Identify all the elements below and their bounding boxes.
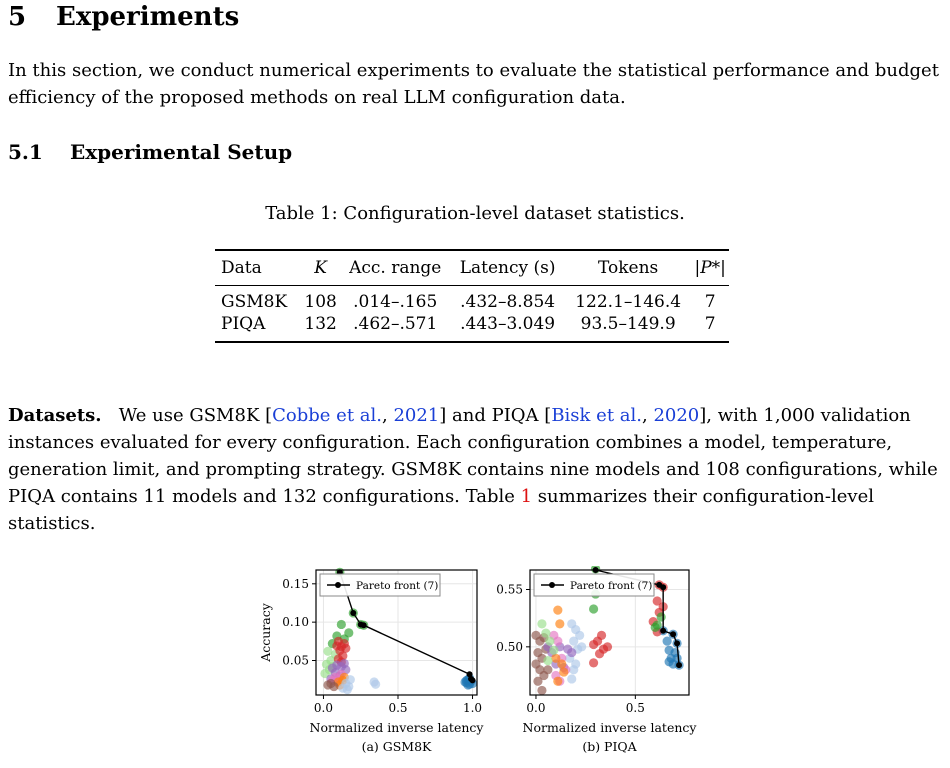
y-tick-label: 0.50 [496, 639, 523, 654]
subcaption: (b) PIQA [582, 739, 637, 754]
citation-bisk-author[interactable]: Bisk et al. [551, 405, 642, 426]
data-point [543, 656, 552, 665]
cell-latency: .432–8.854 [460, 292, 556, 312]
stats-table [215, 249, 729, 343]
chart-piqa [496, 566, 697, 754]
data-point [557, 659, 566, 668]
data-point [341, 644, 350, 653]
legend-marker [335, 582, 341, 588]
data-point [589, 658, 598, 667]
data-point [665, 657, 674, 666]
data-point [569, 665, 578, 674]
data-point [340, 659, 349, 668]
figure-gsm8k-piqa [0, 566, 950, 766]
header-tokens: Tokens [565, 250, 692, 286]
subsection-number: 5.1 [8, 140, 43, 164]
data-point [553, 677, 562, 686]
subcaption: (a) GSM8K [361, 739, 432, 754]
y-axis-label: Accuracy [258, 603, 273, 662]
data-point [346, 675, 355, 684]
table-caption: Table 1: Configuration-level dataset statistics. [265, 203, 685, 224]
subsection-title: Experimental Setup [70, 140, 293, 164]
chart-gsm8k [258, 568, 484, 754]
pareto-point [470, 677, 476, 683]
section-title: Experiments [56, 2, 240, 32]
y-tick-label: 0.55 [496, 582, 523, 597]
x-tick-label: 1.0 [462, 701, 483, 715]
header-latency: Latency (s) [450, 250, 565, 286]
pareto-point [350, 610, 356, 616]
citation-bisk-year[interactable]: 2020 [653, 405, 700, 426]
data-point [575, 631, 584, 640]
table-row [215, 286, 729, 314]
data-point [555, 619, 564, 628]
data-point [663, 637, 672, 646]
legend-marker [549, 582, 555, 588]
data-point [553, 637, 562, 646]
data-point [597, 631, 606, 640]
intro-paragraph: In this section, we conduct numerical experiments to evaluate the statistical performance and budget efficiency of the proposed methods on real LLM configuration data. [8, 60, 939, 108]
text-run: ] and PIQA [ [439, 405, 552, 426]
text-run: We use GSM8K [ [118, 405, 273, 426]
pareto-point [660, 628, 666, 634]
data-point [549, 646, 558, 655]
header-data: Data [215, 250, 301, 286]
data-point [589, 640, 598, 649]
cell-data: GSM8K [221, 292, 288, 312]
data-point [651, 623, 660, 632]
data-point [577, 642, 586, 651]
cell-tokens: 93.5–149.9 [580, 314, 676, 334]
pareto-point [676, 662, 682, 668]
data-point [559, 667, 568, 676]
datasets-lead: Datasets. [8, 405, 102, 426]
data-point [338, 683, 347, 692]
text-run: ], with 1,000 validation instances evaluated for every configuration. Each configuration combines a model, temperature, generation limit, and prompting strategy. GSM8K contains nine models and 108 configurations, while PIQA contains 11 models and 132 configurations. Table [8, 405, 938, 507]
data-point [543, 665, 552, 674]
data-point [657, 612, 666, 621]
y-tick-label: 0.05 [282, 653, 309, 668]
data-point [537, 619, 546, 628]
header-k: K [301, 250, 340, 286]
data-point [672, 654, 681, 663]
data-point [567, 648, 576, 657]
header-acc-range: Acc. range [340, 250, 450, 286]
data-point [567, 674, 576, 683]
x-tick-label: 0.0 [526, 701, 546, 715]
cell-data: PIQA [221, 314, 266, 334]
pareto-point [660, 584, 666, 590]
pareto-point [674, 640, 680, 646]
cell-acc-range: .014–.165 [353, 292, 438, 312]
x-axis-label: Normalized inverse latency [522, 720, 697, 735]
cell-pareto-size: 7 [704, 314, 716, 334]
cell-acc-range: .462–.571 [353, 314, 438, 334]
legend-label: Pareto front (7) [570, 580, 653, 592]
data-point [589, 604, 598, 613]
pareto-point [361, 622, 367, 628]
data-point [329, 682, 338, 691]
data-point [545, 637, 554, 646]
data-point [595, 649, 604, 658]
data-point [371, 680, 380, 689]
data-point [337, 620, 346, 629]
citation-cobbe-year[interactable]: 2021 [393, 405, 440, 426]
y-tick-label: 0.10 [282, 615, 309, 630]
data-point [537, 686, 546, 695]
cell-latency: .443–3.049 [460, 314, 556, 334]
cell-k: 108 [304, 292, 337, 312]
citation-cobbe-author[interactable]: Cobbe et al. [272, 405, 382, 426]
x-tick-label: 0.0 [313, 701, 334, 715]
subsection-heading [8, 140, 292, 164]
text-run: , [641, 405, 654, 426]
section-heading [8, 2, 239, 32]
y-tick-label: 0.15 [282, 576, 309, 591]
data-point [533, 677, 542, 686]
section-number: 5 [8, 2, 27, 32]
table-row [215, 313, 729, 342]
cell-pareto-size: 7 [704, 292, 716, 312]
pareto-point [670, 631, 676, 637]
legend-label: Pareto front (7) [356, 580, 439, 592]
data-point [553, 606, 562, 615]
cell-tokens: 122.1–146.4 [575, 292, 682, 312]
table-reference-link[interactable]: 1 [520, 486, 533, 507]
x-tick-label: 0.5 [388, 701, 408, 715]
header-pareto-size: |P*| [691, 250, 729, 286]
table-header-row [215, 250, 729, 286]
datasets-paragraph [8, 402, 946, 537]
cell-k: 132 [304, 314, 337, 334]
data-point [332, 641, 341, 650]
text-run: , [382, 405, 394, 426]
text-run: summarizes their configuration-level statistics. [8, 486, 874, 534]
x-axis-label: Normalized inverse latency [309, 720, 484, 735]
x-tick-label: 0.5 [625, 701, 645, 715]
data-point [541, 628, 550, 637]
